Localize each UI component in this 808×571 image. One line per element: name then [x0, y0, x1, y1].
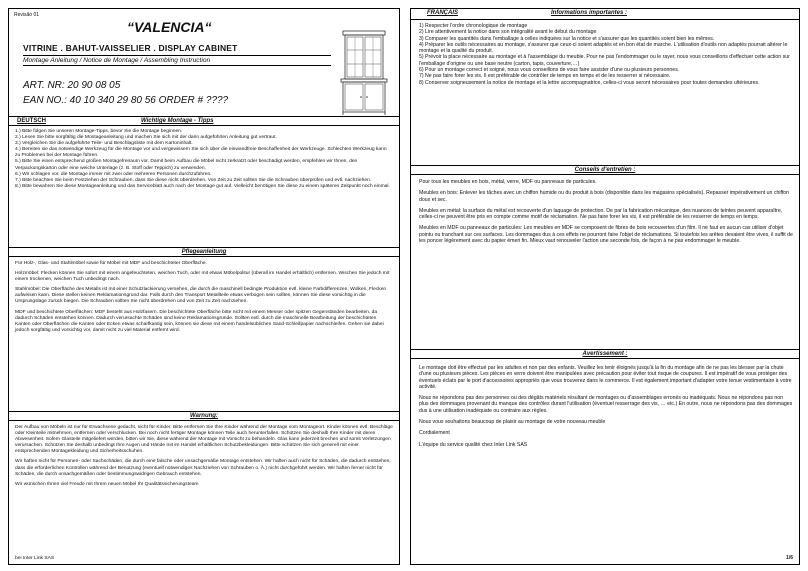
tip-item: 2.) Lesen Sie bitte sorgfältig die Montageanleitung und machen Sie sich mit der darin aufgeführten Anleitung gut vertraut. — [15, 135, 277, 141]
tip-item: 1.) Bitte folgen Sie unseren Montage-Tipps, bevor Sie die Montage beginnen. — [15, 129, 183, 134]
warning-paragraph: Wir wünschen Ihnen viel Freude mit Ihrem neuen Möbel Ihr Qualitätssicherungsteam — [15, 481, 199, 487]
section-header-tips — [9, 116, 399, 126]
avert-paragraph: Nous ne répondons pas des personnes ou des dégâts matériels résultant de montages ou d'assemblages erronés ou inadéquats. Nous ne répondons pas non plus des dommages provenant du manque des contrôles durant l'utilisation (éventuel resserrage des vis, … etc.) En outre, nous ne répondons pas des dommages dus à une utilisation inadéquate ou contraire aux règles. — [419, 395, 793, 414]
product-subtitle: VITRINE . BAHUT-VAISSELIER . DISPLAY CABINET — [23, 43, 238, 53]
info-item: 3) Comparer les quantités dans l'emballage à celles indiquées sur la notice et s'assurer que les quantités soient bien les mêmes. — [419, 35, 715, 42]
cabinet-illustration — [335, 27, 393, 117]
tips-list — [15, 129, 393, 190]
info-item: 2) Lire attentivement la notice dans son intégralité avant le début du montage — [419, 29, 597, 36]
entretien-paragraph: Meubles en MDF ou panneaux de particules: Les meubles en MDF se composent de fibres de bois recouvertes d'un film. Il ne faut en aucun cas utiliser d'objet pointu ou tranchant sur ces surfaces. Les dommages dus à ces effets ne pourront faire l'objet de réclamations. Si toutefois les arêtes devaient être vives, il suffit de les poncer légèrement avec du papier émeri fin. Mieux vaut renouveler l'action une seconde fois, de façon à ne pas endommager le meuble. — [419, 225, 793, 245]
entretien-paragraph: Meubles en métal: la surface du métal est recouverte d'un laquage de protection. De par la fabrication mécanique, des nuances de teintes peuvent apparaître, celles-ci ne peuvent être pris en compte comme motif de réclamation. Ne pas faire forer les vis, il est préférable de les resserrer de temps en temps. — [419, 207, 783, 221]
tip-item: 7.) Bitte beachten Sie beim Festziehen der Schrauben, dass Sie diese nicht überdrehen. Von Zeit zu Zeit sollten Sie die Schrauben überprüfen und evtl. nachziehen. — [15, 177, 372, 183]
care-paragraph: MDF und beschichtete Oberflächen: MDF besteht aus Holzfasern. Die beschichtete Oberfläche bitte nicht mit einem Messer oder spitzen Gegenständen bearbeiten, da dadurch Schäden entstehen können. Dadurch verursachte Schäden sind keine Reklamationsgründe. Sollten evtl. durch die maschinelle Bearbeitung der beschichteten Kanten oder Oberflächen die Kanten oder Ecken etwas scharfkantig sein, können sie diese mit einem handelsüblichen Sand-Schleifpapier nachschleifen. Gehen sie dabei jedoch sorgfältig und vorsichtig vor, damit nicht zu viel Material entfernt wird. — [15, 309, 384, 333]
info-item: 1) Respecter l'ordre chronologique de montage — [419, 23, 528, 29]
avertissement-text — [419, 365, 793, 448]
info-item: 6) Pour un montage correct et soigné, nous vous conseillons de vous faire assister d'une ou plusieurs personnes. — [419, 67, 680, 74]
care-text — [15, 261, 393, 334]
info-item: 4) Préparer les outils nécessaires au montage, s'assurer que ceux-ci soient adaptés et en bon état de marche. L'utilisation d'outils non adaptés pourrait altérer le montage et la qualité du produit. — [419, 41, 788, 55]
section-header-care: Pflegeanleitung — [9, 247, 399, 257]
warning-paragraph: Der Aufbau von Möbeln ist nur für Erwachsene gedacht, nicht für Kinder. Bitte entfernen Sie Ihre Kinder während der Montage vom Montageort. Kinder können evtl. Beschläge oder Kleinteile mitnehmen, entfernen oder verschlucken. Bei noch nicht fertiger Montage können Teile auch herunterfallen. Schützen Sie deshalb Ihre Kinder mit deren Abwesenheit. Sofern Glasteile mitgeliefert werden, bitten wir Sie, diese während der Montage mit Vorsicht zu behandeln. Glas kann jederzeit brechen und somit Verletzungen verursachen. Schützen Sie deshalb unbedingt Ihre Augen und Hände mit im Handel erhältlichen Schutzbekleidungen. Bitte schützen Sie sich generell mit einer entsprechenden Montagekleidung und Sicherheitsschuhen. — [15, 425, 393, 455]
revision-label: Revisão 01 — [14, 12, 40, 18]
avert-paragraph: Le montage doit être effectué par les adultes et non par des enfants. Veuillez les tenir éloignés jusqu'à la fin du montage afin de ne pas les blesser par la chute d'une ou plusieurs pièces. Les pièces en verre doivent être manipulées avec précaution pour éviter tout risque de coupures. Il est impératif de vous protéger des éventuels éclats par le port d'accessoires appropriés que vous trouverez dans le commerce. Il est également important d'adapter votre tenue vestimentaire à votre activité. — [419, 365, 792, 390]
language-label: DEUTSCH — [17, 118, 47, 124]
section-header-warning: Warnung: — [9, 411, 399, 421]
section-header-entretien: Conseils d'entretien : — [411, 165, 799, 175]
entretien-paragraph: Pour tous les meubles en bois, métal, verre, MDF ou panneaux de particules. — [419, 179, 597, 185]
ean-number: EAN NO.: 40 10 340 29 80 56 ORDER # ???? — [23, 95, 229, 106]
care-paragraph: Für Holz-, Glas- und Stahlmöbel sowie für Möbel mit MDF und beschichteter Oberfläche. — [15, 261, 207, 266]
tip-item: 3.) Vergleichen Sie die aufgeführte Teile- und Beschlagsliste mit dem Kartoninhalt. — [15, 141, 193, 147]
section-title: Wichtige Montage - Tipps — [141, 118, 214, 124]
warning-text — [15, 425, 393, 488]
instruction-lines — [23, 55, 331, 66]
avert-paragraph: Nous vous souhaitons beaucoup de plaisir au montage de votre nouveau meuble — [419, 419, 606, 426]
product-title: “VALENCIA“ — [127, 19, 212, 35]
tip-item: 4.) Bereiten sie das notwendige Werkzeug für die Montage vor und vergewissern Sie sich über die einwandfreie Beschaffenheit der Werkzeuge. Schlechtes Werkzeug kann zu Problemen bei der Montage führen. — [15, 147, 387, 159]
care-paragraph: Holzmöbel: Flecken können Sie sofort mit einem angefeuchteten, weichen Tuch, oder mit etwas Möbelpolitur (überall im Handel erhältlich) entfernen. Wischen Sie jedoch mit einem trockenen, weichen Tuch unbedingt nach. — [15, 271, 390, 283]
tip-item: 5.) Bitte Sie einen entsprechend großen Montagefreiraum vor. Damit beim Aufbau die Möbel nicht zerkratzt oder beschädigt werden, empfehlen wir Ihnen, den Verpackungskarton oder eine weiche Unterlage (z. B. Stoff oder Teppich) zu verwenden. — [15, 159, 358, 171]
warning-paragraph: Wir haften nicht für Personen- oder Sachschäden, die durch eine falsche oder unsachgemäße Montage entstehen. Wir haften auch nicht für Schäden, die dadurch entstehen, dass die erforderlichen Kontrollen während der Benutzung (eventuell notwendiges Nachziehen von Schrauben o. Ä.) nicht durchgeführt werden. Wir haften ferner nicht für Schäden, die durch unsachgemäßen oder bestimmungswidrigen Gebrauch entstehen. — [15, 459, 391, 477]
entretien-paragraph: Meubles en bois: Enlever les tâches avec un chiffon humide ou du produit à bois (disponible dans les magasins spécialisés). Repasser impérativement un chiffon doux et sec. — [419, 190, 790, 203]
section-header-infos — [411, 9, 799, 20]
tip-item: 6.) Wir schlagen vor, die Montage immer mit zwei oder mehreren Personen durchzuführen. — [15, 171, 212, 177]
footer-company: bei Inter Link SAS — [15, 556, 55, 561]
page-number: 1/6 — [786, 555, 793, 561]
section-header-avertissement: Avertissement : — [411, 349, 799, 359]
instruction-line: Montage Anleitung / Notice de Montage / Assembling Instruction — [23, 56, 331, 66]
language-label: FRANÇAIS — [427, 10, 458, 16]
infos-list — [419, 23, 793, 86]
article-number: ART. NR: 20 90 08 05 — [23, 80, 121, 91]
info-item: 8) Conserver soigneusement la notice de montage et la lettre accompagnatrice, celles-ci vous seront nécessaires pour toutes demandes ultérieures. — [419, 79, 760, 86]
tip-item: 8.) Bitte bewahren Sie diese Montageanleitung und das Serviceblatt auch nach der Montage gut auf. Vielleicht benötigen Sie diese zu einem späteren Zeitpunkt noch einmal. — [15, 183, 390, 189]
avert-paragraph: L'équipe du service qualité chez Inter Link SAS — [419, 441, 528, 448]
section-title: Informations importantes : — [551, 10, 628, 16]
avert-paragraph: Cordialement — [419, 430, 450, 437]
care-paragraph: Stahlmöbel: Die Oberfläche des Metalls ist mit einer Schutzlackierung versehen, die durch die maschinell bedingte Produktion evtl. kleine Farbdifferenzen, Wolken, Flecken aufweisen kann. Diese stellen keinen Reklamationsgrund dar. Falls durch den Transport Metallteile etwas verbogen sein sollten, können Sie diese vorsichtig in die Ursprungslage zurück biegen. Die Schrauben sollten Sie nicht überdrehen und von Zeit zu Zeit nachziehen. — [15, 287, 387, 305]
entretien-text — [419, 179, 793, 244]
info-item: 7) Ne pas faire forer les vis. Il est préférable de contrôler de temps en temps et de les resserrer si nécessaire. — [419, 73, 671, 80]
french-page — [410, 8, 800, 565]
info-item: 5) Prévoir la place nécessaire au montage et à l'assemblage du meuble. Pour ne pas l'endommager ou le rayer, nous vous conseillons d'effectuer cette action sur l'emballage d'origine ou une base neutre (carton, tapis, couverture,…) — [419, 54, 790, 67]
german-page — [8, 8, 400, 565]
